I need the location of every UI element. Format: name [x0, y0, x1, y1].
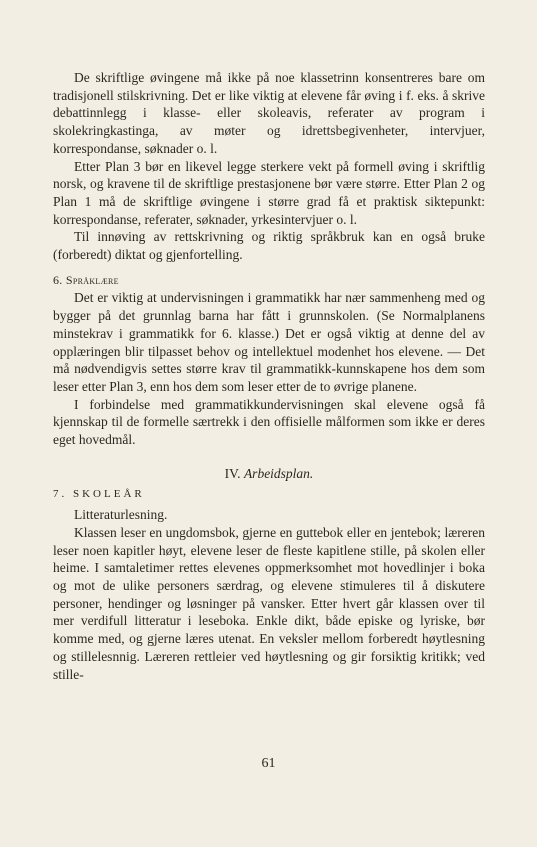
body-text — [53, 69, 485, 683]
section-6-heading — [53, 272, 485, 290]
paragraph-literature-reading: Klassen leser en ungdomsbok, gjerne en guttebok eller en jentebok; læreren leser noen kapitler høyt, elevene leser de fleste kapitlene stille, på skolen eller heime. I samtaletimer rettes elevenes oppmerksomhet mot hovedlinjer i boka og mot de ulike personers særdrag, og elevene stimuleres til å diskutere personer, hendinger og løsninger på vansker. Etter hvert går klassen over til mer verdifull litteratur i leseboka. Enkle dikt, både episke og lyriske, bør komme med, og gjerne læres utenat. En veksler mellom forberedt høytlesning og stillelesnnig. Læreren rettleier ved høytlesning og gir forsiktig kritikk; ved stille- — [53, 524, 485, 682]
page-number: 61 — [261, 756, 276, 771]
section-6-title: Språklære — [65, 272, 119, 287]
section-7-heading: 7. SKOLEÅR — [53, 488, 145, 501]
paragraph-official-language: I forbindelse med grammatikkundervisningen skal elevene også få kjennskap til de formelle særtrekk i den offisielle målformen som ikke er deres eget hovedmål. — [53, 396, 485, 448]
paragraph-plan-requirements: Etter Plan 3 bør en likevel legge sterkere vekt på formell øving i skriftlig norsk, og kravene til de skriftlige prestasjonene bør være større. Etter Plan 2 og Plan 1 må de skriftlige øvingene i større grad få et praktisk siktepunkt: korrespondanse, referater, søknader, yrkesintervjuer o. l. — [53, 158, 485, 227]
paragraph-grammar-teaching: Det er viktig at undervisningen i grammatikk har nær sammenheng med og bygger på det grunnlag barna har fått i grunnskolen. (Se Normalplanens minstekrav i grammatikk for 6. klasse.) Det er også viktig at denne del av opplæringen blir tilpasset behov og intellektuel modenhet hos elevene. — Det må nødvendigvis settes større krav til grammatikk-kunnskapene hos dem som leser etter Plan 3, enn hos dem som leser etter de to øvrige planene. — [53, 290, 485, 394]
chapter-heading — [53, 465, 485, 483]
section-6-number: 6. — [53, 272, 63, 287]
subheading-literature: Litteraturlesning. — [74, 507, 168, 523]
chapter-numeral: IV. — [224, 465, 241, 481]
paragraph-written-exercises: De skriftlige øvingene må ikke på noe klassetrinn konsentreres bare om tradisjonell stilskrivning. Det er like viktig at elevene får øving i f. eks. å skrive debattinnlegg i klasse- eller skoleavis, referater av program i skolekringkastinga, av møter og idrettsbegivenheter, intervjuer, korrespondanse, søknader o. l. — [53, 70, 485, 156]
paragraph-spelling-practice: Til innøving av rettskrivning og riktig språkbruk kan en også bruke (forberedt) diktat og gjenfortelling. — [53, 229, 485, 263]
chapter-title: Arbeidsplan. — [243, 465, 314, 481]
